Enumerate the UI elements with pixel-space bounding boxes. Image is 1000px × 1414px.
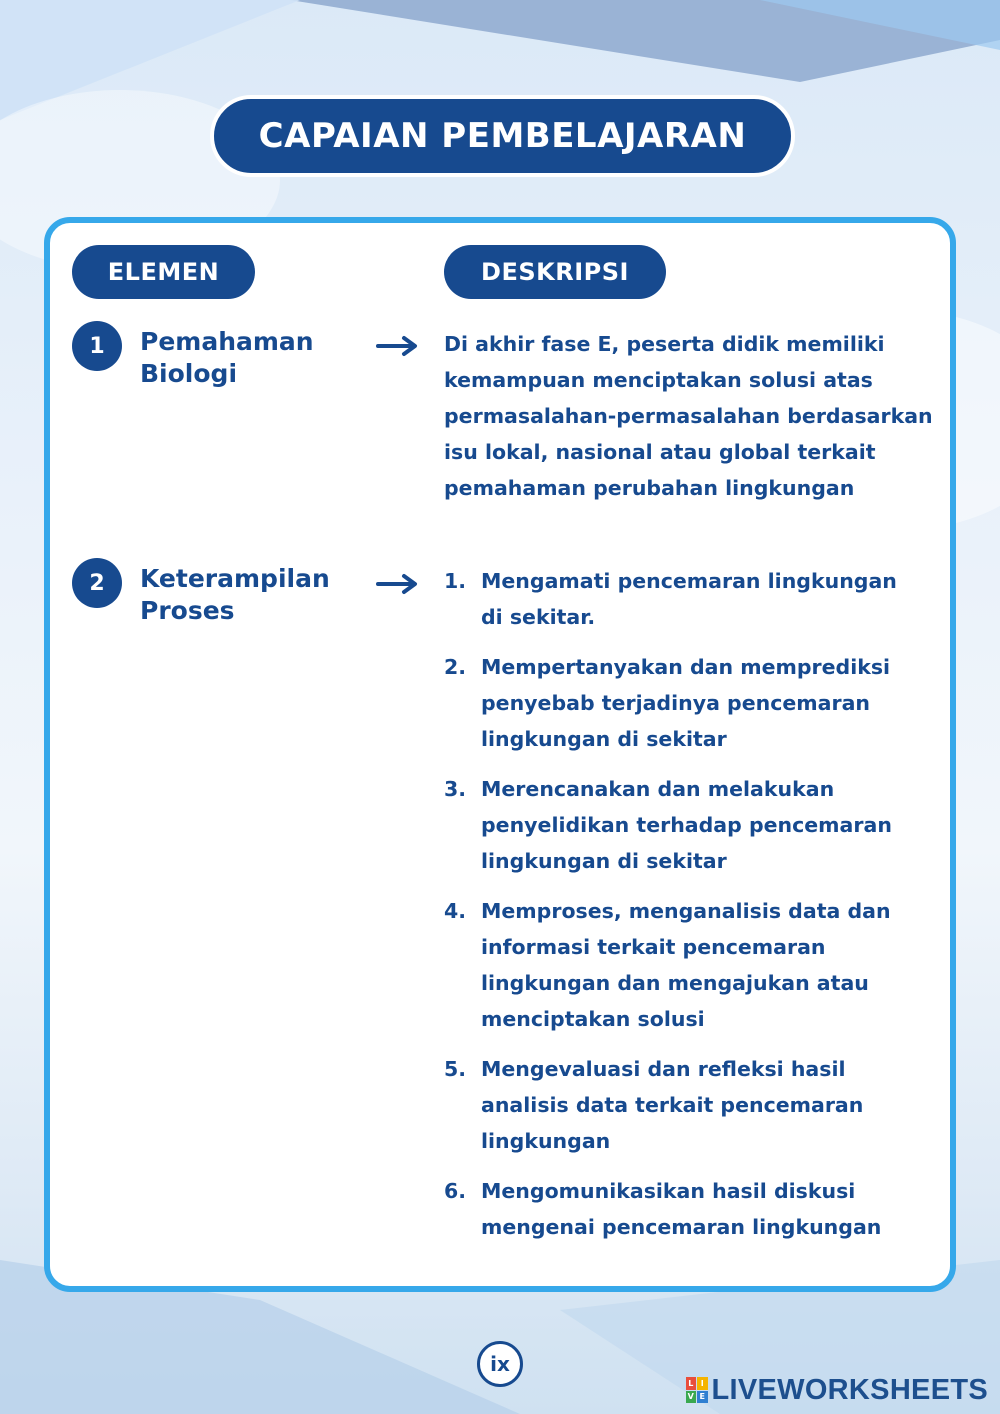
- list-item: [444, 563, 914, 635]
- list-item: [444, 893, 914, 1037]
- list-item-text: Mengomunikasikan hasil diskusi mengenai pencemaran lingkungan: [481, 1179, 882, 1239]
- list-item-text: Mengamati pencemaran lingkungan di sekitar.: [481, 569, 897, 629]
- page-number: ix: [477, 1341, 523, 1387]
- column-header-elemen: ELEMEN: [72, 245, 255, 299]
- column-header-deskripsi: DESKRIPSI: [444, 245, 666, 299]
- process-steps-list: [444, 563, 914, 1259]
- arrow-right-icon: [376, 335, 420, 357]
- list-item-text: Mempertanyakan dan memprediksi penyebab terjadinya pencemaran lingkungan di sekitar: [481, 655, 891, 751]
- element-label-line: Keterampilan: [140, 564, 330, 593]
- brand-logo-icon: [686, 1377, 708, 1403]
- element-number-badge: 2: [72, 558, 122, 608]
- list-item: [444, 771, 914, 879]
- element-label-line: Biologi: [140, 359, 238, 388]
- list-item-text: Mengevaluasi dan refleksi hasil analisis data terkait pencemaran lingkungan: [481, 1057, 864, 1153]
- element-label: [140, 563, 360, 627]
- list-item-number: 1.: [444, 569, 467, 593]
- brand-logo-letter: L: [686, 1377, 697, 1390]
- page-title: CAPAIAN PEMBELAJARAN: [210, 95, 795, 177]
- element-label-line: Proses: [140, 596, 235, 625]
- list-item-number: 4.: [444, 899, 467, 923]
- arrow-right-icon: [376, 573, 420, 595]
- element-label: [140, 326, 360, 390]
- element-description: Di akhir fase E, peserta didik memiliki kemampuan menciptakan solusi atas permasalahan-permasalahan berdasarkan isu lokal, nasional atau global terkait pemahaman perubahan lingkungan: [444, 332, 933, 500]
- list-item-text: Merencanakan dan melakukan penyelidikan terhadap pencemaran lingkungan di sekitar: [481, 777, 892, 873]
- list-item-number: 3.: [444, 777, 467, 801]
- brand-logo-letter: I: [697, 1377, 708, 1390]
- list-item-number: 6.: [444, 1179, 467, 1203]
- element-number-badge: 1: [72, 321, 122, 371]
- list-item: [444, 1051, 914, 1159]
- list-item-text: Memproses, menganalisis data dan informasi terkait pencemaran lingkungan dan mengajukan atau menciptakan solusi: [481, 899, 891, 1031]
- brand-logo-letter: V: [686, 1391, 697, 1404]
- list-item: [444, 649, 914, 757]
- content-card: [44, 217, 956, 1292]
- list-item-number: 5.: [444, 1057, 467, 1081]
- brand-name: LIVEWORKSHEETS: [711, 1373, 988, 1406]
- brand-watermark: [686, 1373, 989, 1407]
- list-item-number: 2.: [444, 655, 467, 679]
- element-label-line: Pemahaman: [140, 327, 314, 356]
- list-item: [444, 1173, 914, 1245]
- brand-logo-letter: E: [697, 1391, 708, 1404]
